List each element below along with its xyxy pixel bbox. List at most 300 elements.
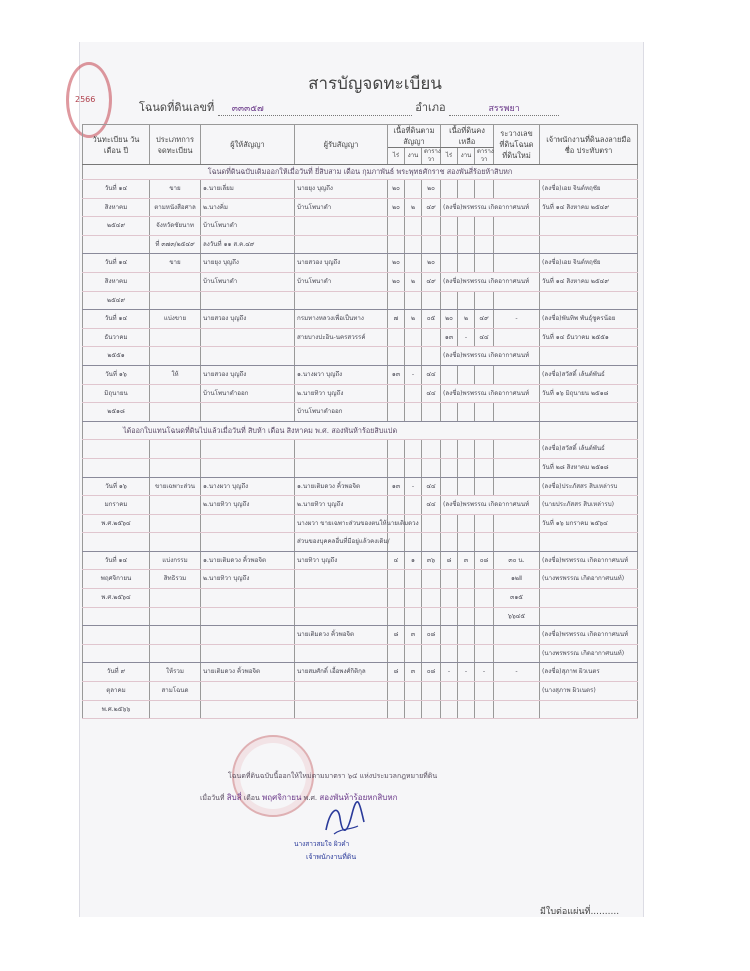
table-cell: [540, 291, 638, 310]
table-cell: บ้านโพนาดำ: [295, 198, 388, 217]
table-row: [83, 254, 638, 273]
table-cell: [150, 533, 201, 552]
table-cell: [441, 180, 458, 199]
table-cell: ๑๓: [388, 365, 405, 384]
table-cell: ๔: [388, 551, 405, 570]
deed-number-line: [139, 98, 559, 116]
table-cell: [441, 403, 458, 422]
table-cell: [494, 291, 540, 310]
table-cell: (ลงชื่อ)พรพรรณ เกิดอากาศนนท์: [441, 347, 540, 366]
table-cell: ตามหนังสือศาล: [150, 198, 201, 217]
table-cell: นายสวอง บุญถึง: [201, 310, 295, 329]
table-cell: นายทิวา บุญถึง: [295, 551, 388, 570]
table-row: [83, 589, 638, 608]
table-cell: บ้านโพนาดำ: [201, 272, 295, 291]
table-cell: [295, 700, 388, 719]
table-cell: ๘: [388, 626, 405, 645]
table-cell: ๒.นายทิวา บุญถึง: [295, 496, 388, 515]
table-row: [83, 496, 638, 515]
table-row: [83, 365, 638, 384]
table-row: [83, 607, 638, 626]
table-cell: [475, 440, 494, 459]
table-cell: [388, 533, 405, 552]
table-cell: ๔๙: [422, 198, 441, 217]
table-cell: [494, 365, 540, 384]
table-cell: มิถุนายน: [83, 384, 150, 403]
sub-rai: ไร่: [388, 148, 405, 165]
table-cell: ๘: [441, 551, 458, 570]
table-cell: (นางสุภาพ ผิวเนตร): [540, 682, 638, 701]
table-cell: [388, 700, 405, 719]
table-cell: [150, 347, 201, 366]
deed-number: ๓๓๓๕๗: [231, 104, 264, 114]
table-cell: [405, 458, 422, 477]
table-cell: พ.ศ.๒๕๖๖: [83, 700, 150, 719]
table-cell: [150, 700, 201, 719]
table-row: [83, 384, 638, 403]
table-cell: ๓๐ น.: [494, 551, 540, 570]
table-cell: [201, 291, 295, 310]
table-cell: ๑.นายเติมดวง คิ้วพอจิต: [201, 551, 295, 570]
table-cell: [83, 440, 150, 459]
table-cell: [475, 180, 494, 199]
table-row: [83, 551, 638, 570]
table-cell: [405, 570, 422, 589]
table-cell: [494, 644, 540, 663]
reissue-day: สิบสี่: [226, 793, 242, 802]
table-cell: [83, 607, 150, 626]
table-cell: ๔๔: [422, 384, 441, 403]
table-cell: [540, 589, 638, 608]
reissue-year: สองพันห้าร้อยหกสิบหก: [319, 793, 398, 802]
table-cell: วันที่ ๑๖: [83, 365, 150, 384]
table-cell: วันที่ ๑๖: [83, 477, 150, 496]
table-cell: ๒๕๔๙: [83, 217, 150, 236]
table-cell: [475, 607, 494, 626]
reissue-date: เมื่อวันที่ สิบสี่ เดือน พฤศจิกายน พ.ศ. สองพันห้าร้อยหกสิบหก: [200, 793, 398, 802]
table-cell: [494, 254, 540, 273]
table-cell: [388, 328, 405, 347]
table-row: [83, 533, 638, 552]
table-row: [83, 440, 638, 459]
reissue-month: พฤศจิกายน: [262, 793, 302, 802]
sub-ngan: งาน: [405, 148, 422, 165]
table-row: [83, 328, 638, 347]
table-cell: ๒๐: [422, 254, 441, 273]
table-cell: [295, 570, 388, 589]
table-cell: [405, 217, 422, 236]
table-cell: บ้านโพนาดำ: [295, 272, 388, 291]
table-cell: (ลงชื่อ)พรพรรณ เกิดอากาศนนท์: [540, 551, 638, 570]
table-cell: -: [494, 310, 540, 329]
table-cell: [405, 291, 422, 310]
sub-wa: ตารางวา: [422, 148, 441, 165]
table-cell: [475, 254, 494, 273]
table-cell: (ลงชื่อ)พรพรรณ เกิดอากาศนนท์: [441, 496, 540, 515]
table-cell: [150, 496, 201, 515]
table-cell: [458, 607, 475, 626]
district-label: อำเภอ: [415, 101, 446, 114]
table-cell: ๒๐: [388, 198, 405, 217]
table-cell: [441, 217, 458, 236]
table-cell: [458, 440, 475, 459]
table-cell: -: [405, 477, 422, 496]
deed-label: โฉนดที่ดินเลขที่: [139, 101, 215, 114]
table-cell: [458, 533, 475, 552]
table-row: [83, 217, 638, 236]
table-cell: [83, 644, 150, 663]
table-cell: [494, 458, 540, 477]
table-cell: นายสวอง บุญถึง: [201, 365, 295, 384]
table-row: [83, 198, 638, 217]
table-row: [83, 347, 638, 366]
table-cell: [83, 626, 150, 645]
table-cell: (นางพรพรรณ เกิดอากาศนนท์): [540, 644, 638, 663]
table-cell: มกราคม: [83, 496, 150, 515]
table-cell: (ลงชื่อ)ประภัสสร สิบเหล่ารบ: [540, 477, 638, 496]
table-cell: (ลงชื่อ)สวัสดิ์ เล้นต์พันธ์: [540, 440, 638, 459]
table-cell: [150, 607, 201, 626]
table-cell: [201, 403, 295, 422]
col-area-remaining-header: เนื้อที่ดินคงเหลือ: [441, 125, 494, 148]
table-cell: [388, 682, 405, 701]
table-cell: [441, 514, 458, 533]
col-type-header: ประเภทการจดทะเบียน: [150, 125, 201, 165]
table-cell: ๒๐: [441, 310, 458, 329]
table-cell: [540, 700, 638, 719]
table-cell: [458, 235, 475, 254]
table-cell: [494, 700, 540, 719]
table-cell: [475, 235, 494, 254]
table-cell: ๒: [405, 310, 422, 329]
col-officer-header: เจ้าพนักงานที่ดินลงลายมือชื่อ ประทับตรา: [540, 125, 638, 165]
table-cell: [441, 458, 458, 477]
table-cell: ๑.นายเติมดวง คิ้วพอจิต: [295, 477, 388, 496]
table-cell: [83, 235, 150, 254]
table-cell: [475, 533, 494, 552]
table-cell: [458, 682, 475, 701]
table-cell: ๑๓: [388, 477, 405, 496]
table-cell: [201, 440, 295, 459]
table-cell: ๘: [388, 663, 405, 682]
table-cell: (ลงชื่อ)พรพรรณ เกิดอากาศนนท์: [540, 626, 638, 645]
table-cell: วันที่ ๑๔: [83, 310, 150, 329]
table-cell: [405, 496, 422, 515]
table-cell: [458, 626, 475, 645]
table-cell: [458, 217, 475, 236]
table-cell: [201, 514, 295, 533]
table-cell: ๔๔: [475, 328, 494, 347]
table-cell: วันที่ ๑๔: [83, 254, 150, 273]
table-cell: ที่ ๓๗๓/๒๕๔๙: [150, 235, 201, 254]
table-cell: ๒.นายทิวา บุญถึง: [201, 496, 295, 515]
table-cell: บ้านโพนาดำออก: [295, 403, 388, 422]
table-cell: [388, 644, 405, 663]
table-cell: ให้รวม: [150, 663, 201, 682]
table-cell: [295, 291, 388, 310]
table-cell: (ลงชื่อ)พันทิพ พันธุ์ชูครน้อย: [540, 310, 638, 329]
table-row: [83, 235, 638, 254]
table-cell: ๓๖: [422, 551, 441, 570]
col-new-deed-header: ระวางเลขที่ดินโฉนดที่ดินใหม่: [494, 125, 540, 165]
table-cell: [405, 328, 422, 347]
table-cell: แบ่งขาย: [150, 310, 201, 329]
table-cell: [405, 254, 422, 273]
table-cell: [150, 589, 201, 608]
table-cell: [540, 235, 638, 254]
table-cell: ๑: [405, 551, 422, 570]
table-cell: [441, 365, 458, 384]
table-cell: ๒๐: [388, 180, 405, 199]
table-cell: นายสมศักดิ์ เอื้อพงศ์กิติกุล: [295, 663, 388, 682]
table-cell: [422, 458, 441, 477]
table-cell: [475, 365, 494, 384]
table-cell: -: [405, 365, 422, 384]
table-cell: [475, 458, 494, 477]
table-cell: [201, 533, 295, 552]
table-cell: [405, 440, 422, 459]
table-cell: ๓: [405, 663, 422, 682]
table-cell: ให้: [150, 365, 201, 384]
replacement-deed-note: ได้ออกใบแทนโฉนดที่ดินไปแล้วเมื่อวันที่ สิบห้า เดือน สิงหาคม พ.ศ. สองพันห้าร้อยสิบแปด: [83, 421, 540, 440]
table-row: [83, 291, 638, 310]
table-cell: ๑.นายเลี่ยม: [201, 180, 295, 199]
table-cell: [494, 514, 540, 533]
table-cell: ๒.นางคิ่ม: [201, 198, 295, 217]
table-cell: [405, 700, 422, 719]
table-cell: [540, 421, 638, 440]
col-grantor-header: ผู้ให้สัญญา: [201, 125, 295, 165]
table-cell: วันที่ ๒๘ สิงหาคม ๒๕๑๘: [540, 458, 638, 477]
table-cell: จังหวัดชัยนาท: [150, 217, 201, 236]
table-cell: [475, 626, 494, 645]
table-cell: [150, 272, 201, 291]
table-cell: (นางพรพรรณ เกิดอากาศนนท์): [540, 570, 638, 589]
table-row: [83, 180, 638, 199]
table-cell: [388, 291, 405, 310]
table-cell: [475, 700, 494, 719]
table-cell: -: [458, 663, 475, 682]
table-cell: ขาย: [150, 180, 201, 199]
table-cell: นายยุง บุญถึง: [201, 254, 295, 273]
table-row: [83, 514, 638, 533]
table-row: [83, 570, 638, 589]
table-cell: [405, 682, 422, 701]
continuation-sheet-label: มีใบต่อแผ่นที่..........: [540, 907, 620, 917]
table-cell: (นายประภัสสร สิบเหล่ารบ): [540, 496, 638, 515]
table-cell: [422, 700, 441, 719]
officer-signature: [320, 800, 370, 842]
sub-wa: ตารางวา: [475, 148, 494, 165]
table-cell: [201, 458, 295, 477]
table-cell: บ้านโพนาดำออก: [201, 384, 295, 403]
table-cell: [201, 347, 295, 366]
table-cell: [422, 440, 441, 459]
table-cell: [201, 626, 295, 645]
table-cell: ๑.นางผวา บุญถึง: [201, 477, 295, 496]
table-cell: [201, 328, 295, 347]
table-cell: ขายเฉพาะส่วน: [150, 477, 201, 496]
table-cell: [540, 347, 638, 366]
table-cell: วันที่ ๑๔: [83, 180, 150, 199]
table-cell: นายเติมดวง คิ้วพอจิต: [201, 663, 295, 682]
table-cell: ขาย: [150, 254, 201, 273]
table-cell: วันที่ ๑๖ มกราคม ๒๕๖๔: [540, 514, 638, 533]
table-cell: [441, 440, 458, 459]
table-cell: ๓: [405, 626, 422, 645]
table-cell: ๔๙: [475, 310, 494, 329]
table-cell: สิงหาคม: [83, 198, 150, 217]
table-cell: [422, 514, 441, 533]
table-cell: [405, 235, 422, 254]
table-cell: [458, 570, 475, 589]
table-cell: -: [494, 663, 540, 682]
table-cell: ลงวันที่ ๑๑ ส.ค.๔๙: [201, 235, 295, 254]
table-cell: [150, 644, 201, 663]
table-cell: [540, 607, 638, 626]
table-cell: [422, 682, 441, 701]
table-cell: [494, 217, 540, 236]
table-cell: [441, 235, 458, 254]
table-cell: (ลงชื่อ)พรพรรณ เกิดอากาศนนท์: [441, 198, 540, 217]
table-cell: [295, 217, 388, 236]
table-row: [83, 663, 638, 682]
table-cell: ๔๙: [422, 272, 441, 291]
table-cell: [441, 700, 458, 719]
table-cell: [83, 458, 150, 477]
col-date-header: วันทะเบียน วัน เดือน ปี: [83, 125, 150, 165]
table-cell: นายสวอง บุญถึง: [295, 254, 388, 273]
table-cell: [150, 384, 201, 403]
district-value: สรรพยา: [488, 104, 520, 114]
table-cell: [540, 217, 638, 236]
table-cell: ๒๐: [388, 272, 405, 291]
table-cell: [405, 607, 422, 626]
table-cell: (ลงชื่อ)พรพรรณ เกิดอากาศนนท์: [441, 384, 540, 403]
table-cell: [388, 607, 405, 626]
table-cell: [458, 644, 475, 663]
table-row: [83, 272, 638, 291]
table-cell: ๔๔: [422, 365, 441, 384]
table-cell: บ้านโพนาดำ: [201, 217, 295, 236]
table-cell: [475, 291, 494, 310]
table-cell: [201, 607, 295, 626]
table-cell: พ.ศ.๒๕๖๔: [83, 514, 150, 533]
table-cell: ๒.นายทิวา บุญถึง: [201, 570, 295, 589]
table-cell: [475, 477, 494, 496]
table-cell: [441, 589, 458, 608]
col-grantee-header: ผู้รับสัญญา: [295, 125, 388, 165]
table-cell: [405, 180, 422, 199]
table-cell: ๐๕: [422, 310, 441, 329]
table-cell: [540, 403, 638, 422]
table-cell: ๔๔: [422, 477, 441, 496]
table-cell: [422, 235, 441, 254]
table-cell: ๒๕๑๘: [83, 403, 150, 422]
table-cell: ๐๘: [475, 551, 494, 570]
table-cell: วันที่ ๑๔ สิงหาคม ๒๕๔๙: [540, 272, 638, 291]
table-cell: [422, 589, 441, 608]
table-cell: [388, 347, 405, 366]
table-cell: [458, 514, 475, 533]
table-cell: [405, 589, 422, 608]
table-cell: วันที่ ๑๔ ธันวาคม ๒๕๕๑: [540, 328, 638, 347]
table-cell: ธันวาคม: [83, 328, 150, 347]
table-cell: [422, 347, 441, 366]
table-cell: ส่วนของบุคคลอื่นที่มีอยู่แล้วคงเดิม/: [295, 533, 388, 552]
table-cell: [422, 570, 441, 589]
table-cell: วันที่ ๑๔ สิงหาคม ๒๕๔๙: [540, 198, 638, 217]
table-cell: วันที่ ๙: [83, 663, 150, 682]
table-cell: [388, 589, 405, 608]
table-cell: [441, 477, 458, 496]
table-cell: [494, 328, 540, 347]
table-cell: ๒.นายทิวา บุญถึง: [295, 384, 388, 403]
table-cell: [441, 682, 458, 701]
reissue-note: โฉนดที่ดินฉบับนี้ออกให้ใหม่ตามมาตรา ๖๔ แห่งประมวลกฎหมายที่ดิน: [228, 772, 438, 780]
table-cell: [405, 384, 422, 403]
table-cell: นายยุง บุญถึง: [295, 180, 388, 199]
table-cell: [295, 589, 388, 608]
table-cell: [388, 440, 405, 459]
table-cell: -: [475, 663, 494, 682]
table-cell: สิงหาคม: [83, 272, 150, 291]
table-cell: [150, 458, 201, 477]
table-cell: [458, 403, 475, 422]
table-cell: [405, 533, 422, 552]
table-cell: [201, 644, 295, 663]
table-cell: [494, 180, 540, 199]
table-cell: ๒๐: [422, 180, 441, 199]
table-cell: [494, 477, 540, 496]
table-cell: พ.ศ.๒๕๖๔: [83, 589, 150, 608]
table-cell: (ลงชื่อ)เอย จินต์หฤชัย: [540, 254, 638, 273]
table-cell: [458, 458, 475, 477]
table-cell: [475, 217, 494, 236]
table-cell: [405, 403, 422, 422]
table-cell: [388, 570, 405, 589]
table-cell: [150, 403, 201, 422]
table-cell: [201, 700, 295, 719]
table-cell: ๒๕๕๑: [83, 347, 150, 366]
table-cell: [295, 458, 388, 477]
table-cell: ๓๑๕: [494, 589, 540, 608]
table-cell: [422, 217, 441, 236]
table-cell: ๑๒Ⅱ: [494, 570, 540, 589]
table-cell: [388, 403, 405, 422]
table-cell: [295, 347, 388, 366]
table-cell: [405, 347, 422, 366]
table-cell: วันที่ ๑๔: [83, 551, 150, 570]
table-cell: ๑๓: [441, 328, 458, 347]
table-cell: พฤศจิกายน: [83, 570, 150, 589]
table-cell: (ลงชื่อ)พรพรรณ เกิดอากาศนนท์: [441, 272, 540, 291]
table-row: [83, 700, 638, 719]
table-cell: [458, 254, 475, 273]
table-cell: [295, 644, 388, 663]
table-row: [83, 644, 638, 663]
table-cell: ๐๘: [422, 626, 441, 645]
table-row: [83, 403, 638, 422]
table-cell: สิทธิรวม: [150, 570, 201, 589]
table-cell: [388, 235, 405, 254]
table-cell: ๖๖๔๕: [494, 607, 540, 626]
note-row: [83, 165, 638, 180]
registration-table: [82, 124, 638, 719]
table-cell: ๒๐: [388, 254, 405, 273]
table-row: [83, 458, 638, 477]
table-cell: กรมทางหลวงเพื่อเป็นทาง: [295, 310, 388, 329]
